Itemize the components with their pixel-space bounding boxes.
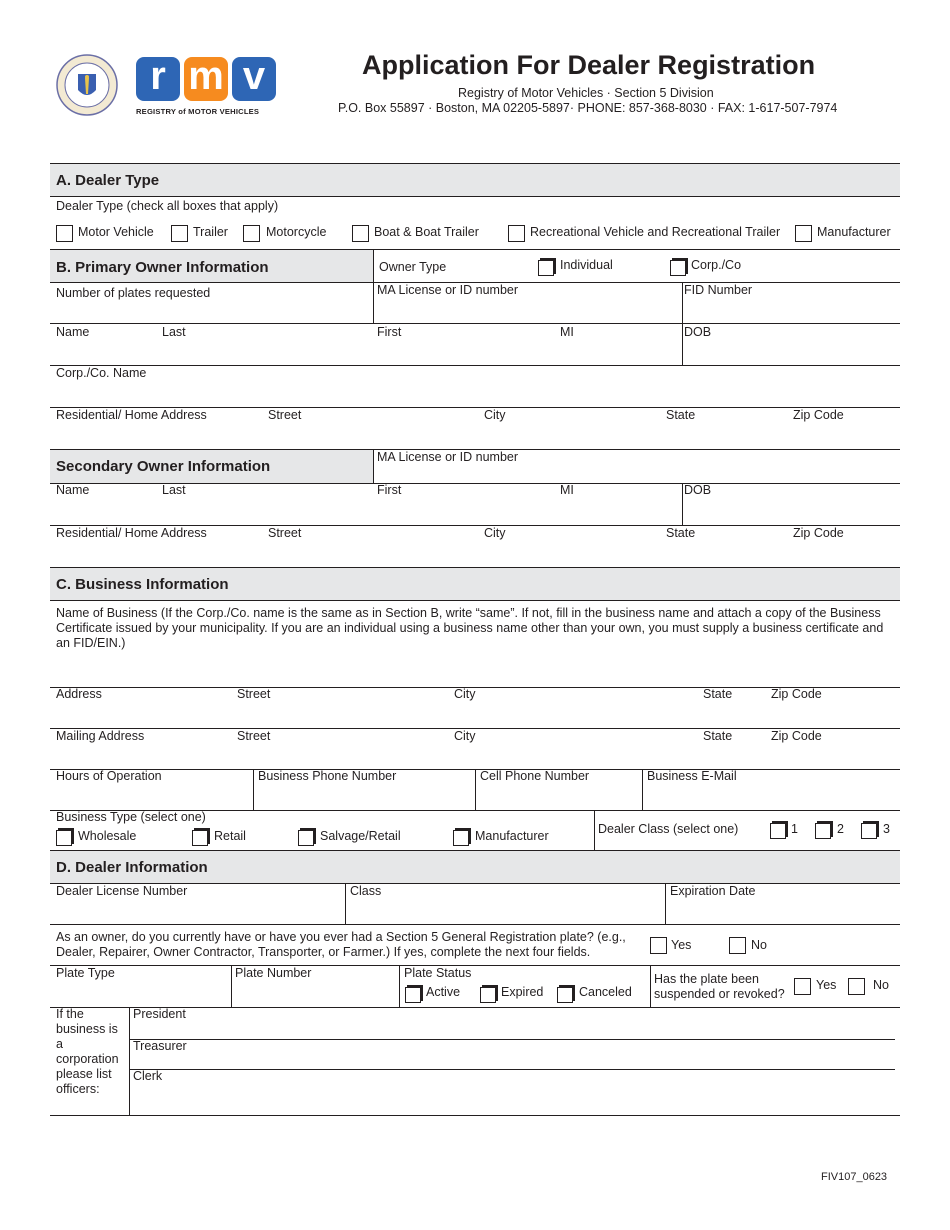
label-status-active: Active: [426, 985, 461, 999]
checkbox-status-expired[interactable]: [480, 987, 496, 1003]
label-motor-vehicle: Motor Vehicle: [78, 225, 154, 239]
cell-phone-label: Cell Phone Number: [480, 769, 590, 783]
business-address-label: Address: [56, 687, 102, 701]
checkbox-individual[interactable]: [538, 260, 554, 276]
label-motorcycle: Motorcycle: [266, 225, 327, 239]
header-line-2: P.O. Box 55897 · Boston, MA 02205-5897· PHONE: 857-368-8030 · FAX: 1-617-507-7974: [338, 101, 838, 115]
state-label: State: [666, 408, 696, 422]
name-label: Name: [56, 325, 90, 339]
checkbox-suspended-yes[interactable]: [794, 978, 811, 995]
label-plate-no: No: [751, 938, 767, 952]
business-street-label: Street: [237, 687, 271, 701]
mi-label: MI: [560, 325, 574, 339]
secondary-last-label: Last: [162, 483, 186, 497]
rmv-logo-caption: REGISTRY of MOTOR VEHICLES: [136, 107, 260, 116]
fid-number-label: FID Number: [684, 283, 753, 297]
mailing-city-label: City: [454, 729, 476, 743]
home-address-label: Residential/ Home Address: [56, 408, 207, 422]
hours-label: Hours of Operation: [56, 769, 162, 783]
officer-treasurer-label: Treasurer: [133, 1039, 187, 1053]
secondary-license-label: MA License or ID number: [377, 450, 519, 464]
checkbox-dealer-class-1[interactable]: [770, 823, 786, 839]
label-plate-yes: Yes: [671, 938, 692, 952]
officer-clerk-label: Clerk: [133, 1069, 163, 1083]
label-recreational-vehicle: Recreational Vehicle and Recreational Trailer: [530, 225, 781, 239]
label-status-expired: Expired: [501, 985, 544, 999]
checkbox-retail[interactable]: [192, 830, 208, 846]
secondary-zip-label: Zip Code: [793, 526, 844, 540]
label-status-canceled: Canceled: [579, 985, 632, 999]
label-wholesale: Wholesale: [78, 829, 137, 843]
secondary-street-label: Street: [268, 526, 302, 540]
secondary-dob-label: DOB: [684, 483, 712, 497]
label-salvage-retail: Salvage/Retail: [320, 829, 401, 843]
checkbox-salvage-retail[interactable]: [298, 830, 314, 846]
page-title: Application For Dealer Registration: [362, 50, 816, 80]
secondary-state-label: State: [666, 526, 696, 540]
checkbox-motor-vehicle[interactable]: [56, 225, 73, 242]
mailing-state-label: State: [703, 729, 733, 743]
officers-instruction: If the business is a corporation please list officers:: [56, 1007, 119, 1096]
checkbox-recreational-vehicle[interactable]: [508, 225, 525, 242]
form-code: FIV107_0623: [821, 1171, 888, 1183]
zip-label: Zip Code: [793, 408, 844, 422]
section-d-heading: D. Dealer Information: [56, 859, 208, 876]
suspended-question: Has the plate been suspended or revoked?: [654, 972, 785, 1001]
dealer-license-label: Dealer License Number: [56, 884, 188, 898]
dealer-class-label: Dealer Class (select one): [598, 822, 739, 836]
header-line-1: Registry of Motor Vehicles · Section 5 Division: [458, 86, 714, 100]
checkbox-plate-no[interactable]: [729, 937, 746, 954]
checkbox-trailer[interactable]: [171, 225, 188, 242]
checkbox-plate-yes[interactable]: [650, 937, 667, 954]
label-manufacturer: Manufacturer: [817, 225, 891, 239]
plates-requested-label: Number of plates requested: [56, 286, 211, 300]
label-retail: Retail: [214, 829, 246, 843]
checkbox-suspended-no[interactable]: [848, 978, 865, 995]
business-name-instruction: Name of Business (If the Corp./Co. name is the same as in Section B, write “same”. If not, fill in the business name and attach a copy of the Business Certificate issued by your municipality. If you are an individual using a business name other than your own, you must supply a business certificate and an FID/EIN.): [56, 606, 884, 650]
label-dealer-class-2: 2: [837, 822, 844, 836]
secondary-mi-label: MI: [560, 483, 574, 497]
plate-type-label: Plate Type: [56, 966, 115, 980]
rmv-logo-v: v: [232, 57, 276, 101]
secondary-address-label: Residential/ Home Address: [56, 526, 207, 540]
checkbox-motorcycle[interactable]: [243, 225, 260, 242]
business-state-label: State: [703, 687, 733, 701]
label-individual: Individual: [560, 258, 613, 272]
label-trailer: Trailer: [193, 225, 228, 239]
mailing-zip-label: Zip Code: [771, 729, 822, 743]
label-suspended-yes: Yes: [816, 978, 837, 992]
first-name-label: First: [377, 325, 402, 339]
checkbox-boat[interactable]: [352, 225, 369, 242]
secondary-owner-heading: Secondary Owner Information: [56, 458, 271, 475]
label-corp: Corp./Co: [691, 258, 742, 272]
label-dealer-class-1: 1: [791, 822, 798, 836]
expiration-label: Expiration Date: [670, 884, 756, 898]
plate-number-label: Plate Number: [235, 966, 312, 980]
dealer-type-instruction: Dealer Type (check all boxes that apply): [56, 199, 279, 213]
mailing-address-label: Mailing Address: [56, 729, 145, 743]
checkbox-corp[interactable]: [670, 260, 686, 276]
city-label: City: [484, 408, 506, 422]
rmv-logo-m: m: [184, 57, 228, 101]
checkbox-dealer-class-3[interactable]: [861, 823, 877, 839]
label-boat: Boat & Boat Trailer: [374, 225, 479, 239]
general-plate-question: As an owner, do you currently have or have you ever had a Section 5 General Registration plate? (e.g., Dealer, Repairer, Owner Contractor, Transporter, or Farmer.) If yes, complete the next four fields.: [56, 930, 626, 959]
checkbox-dealer-class-2[interactable]: [815, 823, 831, 839]
secondary-first-label: First: [377, 483, 402, 497]
last-name-label: Last: [162, 325, 186, 339]
mailing-street-label: Street: [237, 729, 271, 743]
checkbox-business-manufacturer[interactable]: [453, 830, 469, 846]
secondary-name-label: Name: [56, 483, 90, 497]
secondary-city-label: City: [484, 526, 506, 540]
street-label: Street: [268, 408, 302, 422]
label-dealer-class-3: 3: [883, 822, 890, 836]
officer-president-label: President: [133, 1007, 186, 1021]
owner-type-label: Owner Type: [379, 260, 447, 274]
ma-seal: [56, 54, 118, 116]
rmv-logo-r: r: [136, 57, 180, 101]
section-a-heading: A. Dealer Type: [56, 172, 160, 189]
checkbox-manufacturer[interactable]: [795, 225, 812, 242]
business-email-label: Business E-Mail: [647, 769, 737, 783]
label-business-manufacturer: Manufacturer: [475, 829, 549, 843]
business-type-label: Business Type (select one): [56, 810, 206, 824]
corp-name-label: Corp./Co. Name: [56, 366, 147, 380]
business-city-label: City: [454, 687, 476, 701]
section-b-heading: B. Primary Owner Information: [56, 259, 269, 276]
ma-license-label: MA License or ID number: [377, 283, 519, 297]
checkbox-status-canceled[interactable]: [557, 987, 573, 1003]
checkbox-wholesale[interactable]: [56, 830, 72, 846]
business-zip-label: Zip Code: [771, 687, 822, 701]
business-phone-label: Business Phone Number: [258, 769, 397, 783]
label-suspended-no: No: [873, 978, 889, 992]
plate-status-label: Plate Status: [404, 966, 472, 980]
checkbox-status-active[interactable]: [405, 987, 421, 1003]
dob-label: DOB: [684, 325, 712, 339]
section-c-heading: C. Business Information: [56, 576, 229, 593]
class-label: Class: [350, 884, 382, 898]
